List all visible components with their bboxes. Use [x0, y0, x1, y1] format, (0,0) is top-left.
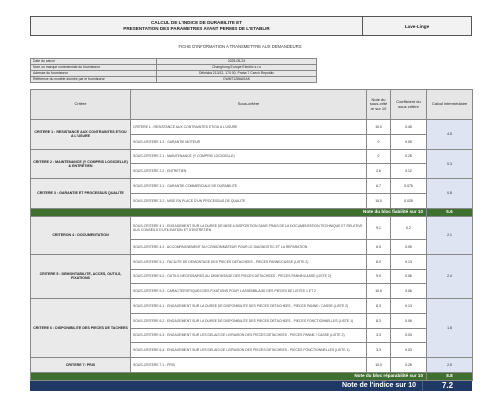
- table-row: [31, 358, 473, 373]
- document-title: [31, 17, 363, 35]
- sub-criterion-coefficient: 0.05: [391, 134, 427, 149]
- sub-criterion-note: 8.3: [367, 299, 391, 314]
- criterion-intermediate-calc: 0.8: [427, 179, 473, 209]
- title-line-2: PRESENTATION DES PARAMETRES AYANT PERMIS DE L'ETABLIR: [123, 26, 270, 31]
- info-value: Dělnická 213/12, 170 00, Praha 7 Czech Republic: [157, 71, 317, 77]
- sub-criterion-coefficient: 0.075: [391, 179, 427, 194]
- info-label: Référence du modèle donnée par le fournisseur: [31, 77, 157, 83]
- final-score-value: 7.2: [422, 381, 472, 391]
- sub-criterion-label: SOUS-CRITERE 6.4 : ENGAGEMENT SUR LES DELAIS DE LIVRAISON DES PIECES DETACHEES - PIECES FONCTIONNELLES (LISTE 1): [131, 343, 367, 358]
- sub-criterion-coefficient: 0.06: [391, 269, 427, 284]
- criterion-name: CRITERE 5 : DEMONTABILITE, ACCES, OUTILS, FIXATIONS: [31, 254, 131, 298]
- criterion-name: CRITERE 6 : DISPONIBILITE DES PIECES DE TACHEES: [31, 299, 131, 358]
- sub-criterion-label: SOUS-CRITERE 5.1 : FACILITE DE DEMONTAGE DES PIECES DETACHEES - PIECES PANNE/CASSE (LISTE 2): [131, 254, 367, 269]
- sub-criterion-coefficient: 0.45: [391, 120, 427, 135]
- sub-criterion-coefficient: 0.05: [391, 239, 427, 254]
- sub-criterion-label: SOUS-CRITERE 2.2 : ENTRETIEN: [131, 164, 367, 179]
- bloc-fiabilite-score: [31, 208, 473, 216]
- info-value: 2025-05-24: [157, 59, 317, 65]
- column-header-sous-critere: Sous-critère: [131, 90, 367, 120]
- sub-criterion-coefficient: 0.12: [391, 164, 427, 179]
- criterion-intermediate-calc: 2.4: [427, 254, 473, 298]
- sub-criterion-label: SOUS-CRITERE 6.3 : ENGAGEMENT SUR LES DELAIS DE LIVRAISON DES PIECES DETACHEES - PIECES PANNE / CASSE (LISTE 2): [131, 328, 367, 343]
- sub-criterion-note: 10.0: [367, 120, 391, 135]
- final-score-label: Note de l'indice sur 10: [341, 382, 416, 389]
- table-row: [31, 149, 473, 164]
- table-row: [31, 179, 473, 194]
- document-subtitle: FICHE D'INFORMATION A TRANSMETTRE AUX DEMANDEURS: [178, 44, 302, 49]
- sub-criterion-note: 3.3: [367, 328, 391, 343]
- sub-criterion-label: SOUS-CRITERE 5.3 : CARACTERISTIQUES DES FIXATIONS POUR L'ASSEMBLAGE DES PIECES DE LISTES 1 ET 2: [131, 284, 367, 299]
- criterion-name: CRITERE 3 : GARANTIE ET PROCESSUS QUALITE: [31, 179, 131, 209]
- bloc-reparabilite-score: [31, 373, 473, 381]
- criterion-intermediate-calc: 1.8: [427, 299, 473, 358]
- criterion-intermediate-calc: 2.5: [427, 358, 473, 373]
- product-category: Lave-Linge: [404, 23, 430, 29]
- sub-criterion-note: 10.0: [367, 358, 391, 373]
- sub-criterion-note: 2.6: [367, 164, 391, 179]
- sub-criterion-label: SOUS-CRITERE 6.2 : ENGAGEMENT SUR LA DUREE DE DISPONIBILITE DES PIECES DETACHEES - PIECES FONCTIONNELLES (LISTE 1): [131, 313, 367, 328]
- info-spacer: [317, 77, 472, 83]
- sub-criterion-note: 3.3: [367, 343, 391, 358]
- sub-criterion-note: 0: [367, 134, 391, 149]
- document-header: [30, 16, 472, 36]
- sub-criterion-note: 8.3: [367, 313, 391, 328]
- bloc-reparabilite-score-label: Note du bloc réparabilité sur 10: [31, 373, 427, 381]
- column-header-note: Note du sous-critè re sur 10: [367, 90, 391, 120]
- criterion-name: CRITERE 2 : MAINTENANCE (Y COMPRIS LOGICIELLE) & ENTRETIEN: [31, 149, 131, 179]
- info-row: [31, 77, 472, 83]
- sub-criterion-label: SOUS-CRITERE 7.1 : PRIX: [131, 358, 367, 373]
- sub-criterion-label: CRITERE 1 : RESISTANCE AUX CONTRAINTES ET/OU A L'USURE: [131, 120, 367, 135]
- info-label: Nom ou marque commerciale du fournisseur: [31, 65, 157, 71]
- table-header-row: [31, 90, 473, 120]
- sub-criterion-note: 6.7: [367, 179, 391, 194]
- column-header-coefficient: Coefficient du sous critère: [391, 90, 427, 120]
- sub-criterion-note: 10.0: [367, 193, 391, 208]
- sub-criterion-note: 9.0: [367, 269, 391, 284]
- sub-criterion-coefficient: 0.28: [391, 149, 427, 164]
- sub-criterion-coefficient: 0.13: [391, 299, 427, 314]
- column-header-critere: Critère: [31, 90, 131, 120]
- info-value: CWM71286ASAK: [157, 77, 317, 83]
- title-line-1: CALCUL DE L'INDICE DE DURABILITE ET: [150, 20, 243, 25]
- sub-criterion-coefficient: 0.06: [391, 313, 427, 328]
- criterion-intermediate-calc: 2.1: [427, 216, 473, 254]
- info-label: Adresse du fournisseur: [31, 71, 157, 77]
- info-value: Changhong Europe Electric s.r.o: [157, 65, 317, 71]
- sub-criterion-note: 0: [367, 149, 391, 164]
- sub-criterion-coefficient: 0.03: [391, 343, 427, 358]
- criterion-name: CRITERON 4 : DOCUMENTATION: [31, 216, 131, 254]
- bloc-fiabilite-score-label: Note du bloc fiabilité sur 10: [31, 208, 427, 216]
- sub-criterion-label: SOUS-CRITERE 4.2 : ACCOMPAGNEMENT DU CONSOMMATEUR POUR LE DIAGNOSTIC ET LA REPARATION: [131, 239, 367, 254]
- supplier-info-table: [30, 58, 472, 83]
- sub-criterion-label: SOUS-CRITERE 3.1 : GARANTIE COMMERCIALE DE DURABILITE: [131, 179, 367, 194]
- table-row: [31, 254, 473, 269]
- table-row: [31, 299, 473, 314]
- sub-criterion-coefficient: 0.06: [391, 284, 427, 299]
- sub-criterion-coefficient: 0.025: [391, 193, 427, 208]
- criterion-name: CRITERE 7: PRIX: [31, 358, 131, 373]
- bloc-reparabilite-score-value: 8.8: [427, 373, 473, 381]
- sub-criterion-label: SOUS-CRITERE 5.2 : OUTILS NECESSAIRES AU DEMONTAGE DES PIECES DETACHEES - PIECES PANNE/CASSE (LISTE 2): [131, 269, 367, 284]
- sub-criterion-coefficient: 0.25: [391, 358, 427, 373]
- sub-criterion-note: 6.0: [367, 239, 391, 254]
- criterion-intermediate-calc: 4.5: [427, 120, 473, 150]
- sub-criterion-note: 10.0: [367, 284, 391, 299]
- table-row: [31, 216, 473, 239]
- durability-table: [30, 89, 473, 381]
- bloc-fiabilite-score-value: 5.6: [427, 208, 473, 216]
- column-header-calcul: Calcul intermédiaire: [427, 90, 473, 120]
- sub-criterion-label: SOUS-CRITERE 4.1 : ENGAGEMENT SUR LA DUREE DE MISE A DISPOSITION SANS FRAIS DE LA DOCUMENTATION TECHNIQUE ET RELATIVE AUX CONSEILS D'UTILISATION ET D'ENTRETIEN: [131, 216, 367, 239]
- criterion-name: CRITERE 1 : RESISTANCE AUX CONTRAINTES ET/OU A L'USURE: [31, 120, 131, 150]
- sub-criterion-coefficient: 0.13: [391, 254, 427, 269]
- sub-criterion-label: SOUS-CRITERE 3.2 : MISE EN PLACE D'UN PROCESSUS DE QUALITE: [131, 193, 367, 208]
- info-label: Date du calcul: [31, 59, 157, 65]
- table-row: [31, 120, 473, 135]
- sub-criterion-coefficient: 0.03: [391, 328, 427, 343]
- sub-criterion-note: 9.1: [367, 216, 391, 239]
- sub-criterion-coefficient: 0.2: [391, 216, 427, 239]
- sub-criterion-label: SOUS-CRITERE 2.1 : MAINTENANCE (Y COMPRIS LOGICIELLE): [131, 149, 367, 164]
- sub-criterion-label: SOUS-CRITERE 1.2 : GARANTIE MOTEUR: [131, 134, 367, 149]
- final-score-bar: [30, 381, 472, 391]
- sub-criterion-note: 8.0: [367, 254, 391, 269]
- sub-criterion-label: SOUS-CRITERE 6.1 : ENGAGEMENT SUR LA DUREE DE DISPONIBILITE DES PIECES DETACHEES - PIECES PANNE / CASSE (LISTE 2): [131, 299, 367, 314]
- criterion-intermediate-calc: 0.3: [427, 149, 473, 179]
